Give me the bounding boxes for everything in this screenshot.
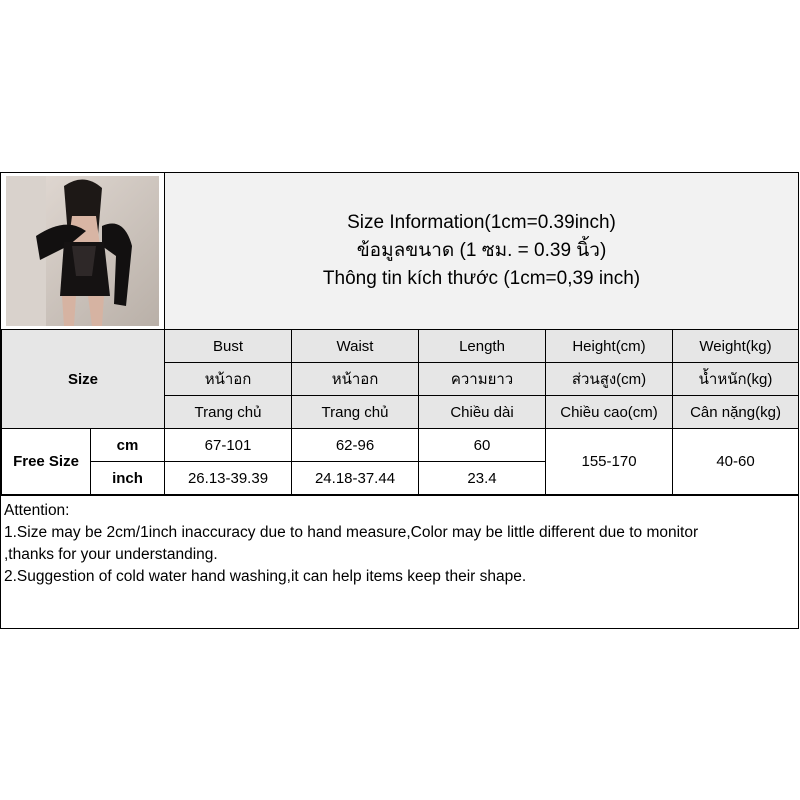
col-waist-vi: Trang chủ	[292, 396, 419, 429]
col-waist-th: หน้าอก	[292, 363, 419, 396]
waist-inch: 24.18-37.44	[292, 462, 419, 495]
length-cm: 60	[419, 429, 546, 462]
title-english: Size Information(1cm=0.39inch)	[347, 212, 616, 233]
col-waist-en: Waist	[292, 330, 419, 363]
col-length-vi: Chiều dài	[419, 396, 546, 429]
col-height-en: Height(cm)	[546, 330, 673, 363]
weight-value: 40-60	[673, 429, 799, 495]
col-bust-en: Bust	[165, 330, 292, 363]
waist-cm: 62-96	[292, 429, 419, 462]
chart-header	[1, 173, 798, 330]
note-line-1-continued: ,thanks for your understanding.	[4, 546, 218, 563]
unit-inch: inch	[91, 462, 165, 495]
col-length-en: Length	[419, 330, 546, 363]
title-vietnamese: Thông tin kích thước (1cm=0,39 inch)	[322, 268, 641, 289]
size-header: Size	[2, 330, 165, 429]
col-weight-en: Weight(kg)	[673, 330, 799, 363]
height-value: 155-170	[546, 429, 673, 495]
size-chart	[0, 172, 799, 629]
col-bust-vi: Trang chủ	[165, 396, 292, 429]
product-photo	[6, 176, 159, 326]
col-height-th: ส่วนสูง(cm)	[546, 363, 673, 396]
notes-heading: Attention:	[4, 502, 70, 519]
col-bust-th: หน้าอก	[165, 363, 292, 396]
size-table	[1, 329, 799, 495]
col-length-th: ความยาว	[419, 363, 546, 396]
title-thai: ข้อมูลขนาด (1 ซม. = 0.39 นิ้ว)	[356, 240, 607, 261]
length-inch: 23.4	[419, 462, 546, 495]
col-weight-vi: Cân nặng(kg)	[673, 396, 799, 429]
bust-inch: 26.13-39.39	[165, 462, 292, 495]
size-name-cell: Free Size	[2, 429, 91, 495]
size-information-title	[164, 173, 798, 329]
col-weight-th: น้ำหนัก(kg)	[673, 363, 799, 396]
col-height-vi: Chiều cao(cm)	[546, 396, 673, 429]
attention-notes	[1, 495, 798, 628]
product-photo-illustration	[6, 176, 159, 326]
unit-cm: cm	[91, 429, 165, 462]
note-line-2: 2.Suggestion of cold water hand washing,it can help items keep their shape.	[4, 568, 527, 585]
bust-cm: 67-101	[165, 429, 292, 462]
note-line-1: 1.Size may be 2cm/1inch inaccuracy due to hand measure,Color may be little different due to monitor	[4, 524, 699, 541]
